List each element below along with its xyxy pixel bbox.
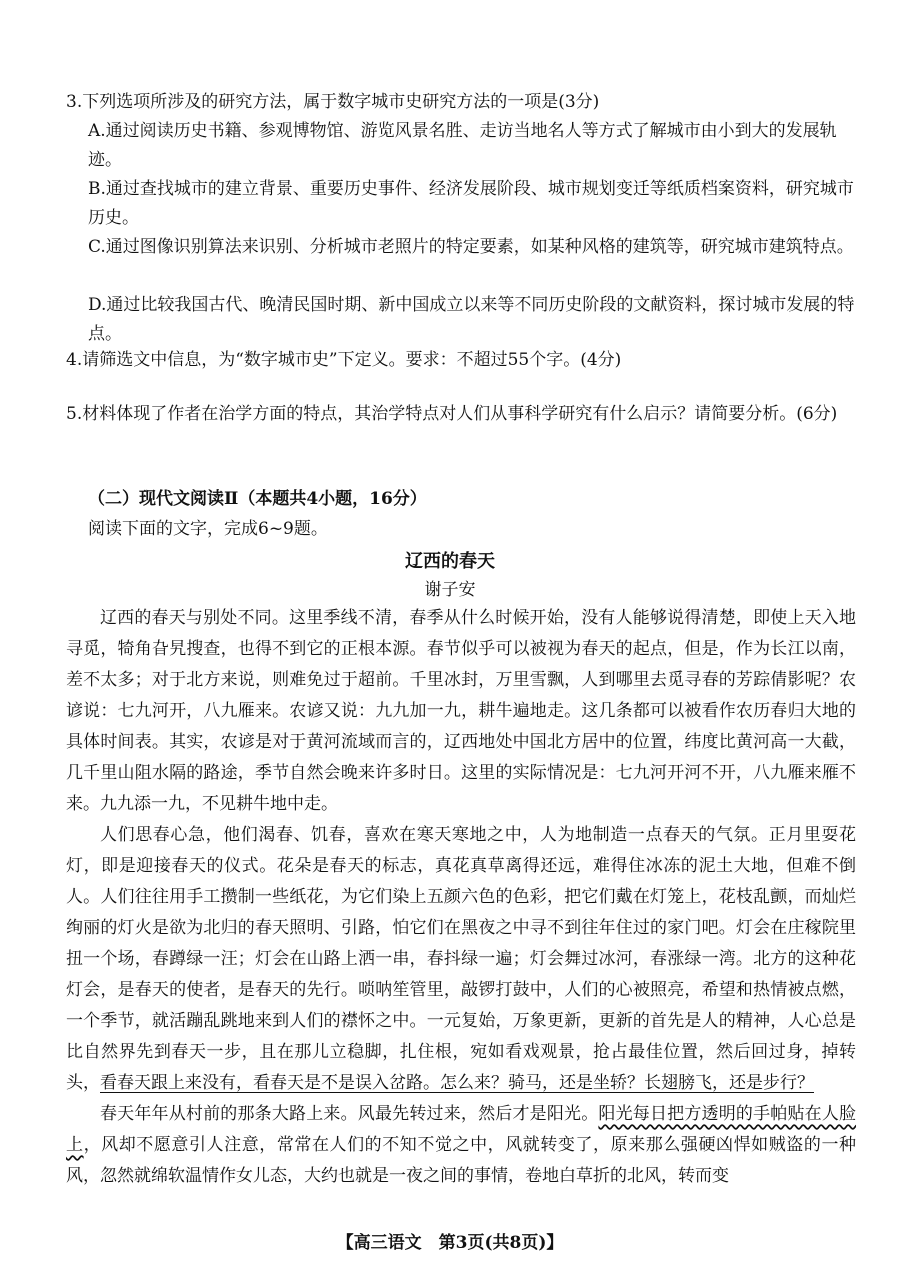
question-3-stem: 3.下列选项所涉及的研究方法，属于数字城市史研究方法的一项是(3分) <box>66 92 600 112</box>
paragraph-3-opening: 春天年年从村前的那条大路上来。风最先转过来，然后才是阳光。 <box>100 1104 599 1124</box>
question-5: 5.材料体现了作者在治学方面的特点，其治学特点对人们从事科学研究有什么启示？请简要分析。(6分) <box>66 404 838 424</box>
article-author: 谢子安 <box>424 580 476 600</box>
article-title: 辽西的春天 <box>405 551 495 572</box>
question-3-option-a: A.通过阅读历史书籍、参观博物馆、游览风景名胜、走访当地名人等方式了解城市由小到大的发展轨迹。 <box>88 121 837 170</box>
underlined-sentence: 看春天跟上来没有，看春天是不是误入岔路。怎么来？骑马，还是坐轿？长翅膀飞，还是步行？ <box>100 1073 814 1093</box>
article-body <box>66 603 856 1192</box>
article-paragraph-1: 辽西的春天与别处不同。这里季线不清，春季从什么时候开始，没有人能够说得清楚，即使上天入地寻觅，犄角旮旯搜查，也得不到它的正根本源。春节似乎可以被视为春天的起点，但是，作为长江以南，差不太多；对于北方来说，则难免过于超前。千里冰封，万里雪飘，人到哪里去觅寻春的芳踪倩影呢？农谚说：七九河开，八九雁来。农谚又说：九九加一九，耕牛遍地走。这几条都可以被看作农历春归大地的具体时间表。其实，农谚是对于黄河流域而言的，辽西地处中国北方居中的位置，纬度比黄河高一大截，几千里山阻水隔的路途，季节自然会晚来许多时日。这里的实际情况是：七九河开河不开，八九雁来雁不来。九九添一九，不见耕牛地中走。 <box>66 608 856 814</box>
article-paragraph-3 <box>66 1099 856 1192</box>
article-paragraph-2 <box>66 820 856 1099</box>
question-3-option-d: D.通过比较我国古代、晚清民国时期、新中国成立以来等不同历史阶段的文献资料，探讨城市发展的特点。 <box>88 295 855 344</box>
question-3-option-c: C.通过图像识别算法来识别、分析城市老照片的特定要素，如某种风格的建筑等，研究城市建筑特点。 <box>88 237 854 257</box>
wavy-underlined-sentence: 阳光每日把方透明的手帕贴在人脸上 <box>66 1104 857 1155</box>
section-instruction: 阅读下面的文字，完成6~9题。 <box>88 519 328 539</box>
page-footer: 【高三语文 第3页(共8页)】 <box>336 1233 564 1253</box>
paragraph-2-text: 人们思春心急，他们渴春、饥春，喜欢在寒天寒地之中，人为地制造一点春天的气氛。正月里耍花灯，即是迎接春天的仪式。花朵是春天的标志，真花真草离得还远，难得住冰冻的泥土大地，但难不倒人。人们往往用手工攒制一些纸花，为它们染上五颜六色的色彩，把它们戴在灯笼上，花枝乱颤，而灿烂绚丽的灯火是欲为北归的春天照明、引路，怕它们在黑夜之中寻不到往年住过的家门吧。灯会在庄稼院里扭一个场，春蹲绿一汪；灯会在山路上洒一串，春抖绿一遍；灯会舞过冰河，春涨绿一湾。北方的这种花灯会，是春天的使者，是春天的先行。唢呐笙管里，敲锣打鼓中，人们的心被照亮，希望和热情被点燃，一个季节，就活蹦乱跳地来到人们的襟怀之中。一元复始，万象更新，更新的首先是人的精神，人心总是比自然界先到春天一步，且在那儿立稳脚，扎住根，宛如看戏观景，抢占最佳位置，然后回过身，掉转头， <box>66 825 856 1093</box>
question-4: 4.请筛选文中信息，为“数字城市史”下定义。要求：不超过55个字。(4分) <box>66 350 622 370</box>
paragraph-3-continuation: ，风却不愿意引人注意，常常在人们的不知不觉之中，风就转变了，原来那么强硬凶悍如贼盗的一种风，忽然就绵软温情作女儿态，大约也就是一夜之间的事情，卷地白草折的北风，转而变 <box>66 1135 857 1186</box>
question-3-option-b: B.通过查找城市的建立背景、重要历史事件、经济发展阶段、城市规划变迁等纸质档案资料，研究城市历史。 <box>88 179 854 228</box>
section-heading: （二）现代文阅读Ⅱ（本题共4小题，16分） <box>88 489 427 509</box>
